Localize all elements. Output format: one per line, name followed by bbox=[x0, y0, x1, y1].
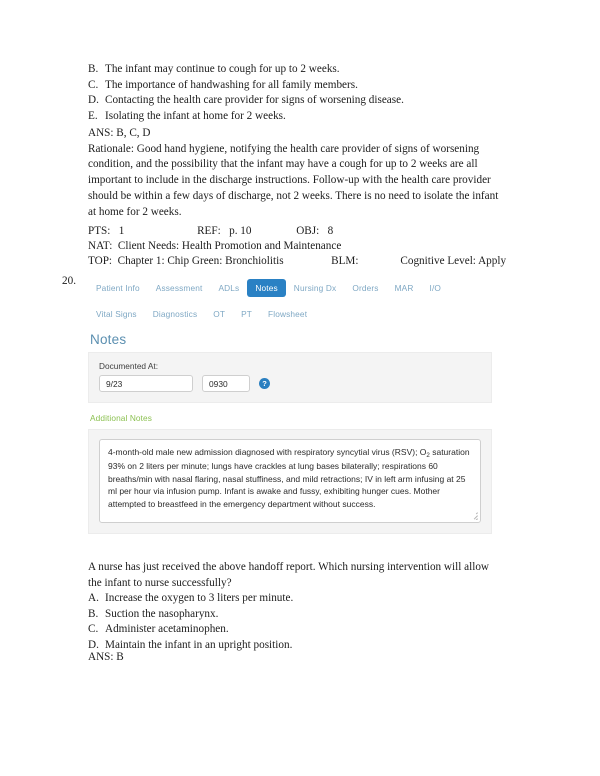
option-letter: B. bbox=[88, 63, 99, 75]
documented-at-label: Documented At: bbox=[99, 361, 159, 371]
tab-flowsheet[interactable]: Flowsheet bbox=[267, 309, 308, 319]
question-number: 20. bbox=[62, 275, 76, 287]
option-text: Maintain the infant in an upright position. bbox=[105, 638, 293, 651]
list-item bbox=[88, 638, 518, 654]
tab-adls[interactable]: ADLs bbox=[218, 283, 240, 293]
documented-at-card bbox=[88, 352, 492, 403]
help-icon[interactable]: ? bbox=[259, 378, 270, 389]
metadata-line-pts: PTS: 1 REF: p. 10 OBJ: 8 bbox=[88, 225, 334, 237]
answer-rationale-block bbox=[88, 126, 508, 221]
note-text-rest: saturation 93% on 2 liters per minute; lungs have crackles at lung bases bilaterally; respirations 60 breaths/min with nasal flaring, nasal stuffiness, and mild retractions; IV in left arm infusing at 25 ml per hour via infusion pump. Infant is awake and fussy, exhibiting hunger cues. Mother attempted to breastfeed in the emergency department without success. bbox=[108, 447, 470, 509]
documented-time-input[interactable]: 0930 bbox=[202, 375, 250, 392]
option-text: Isolating the infant at home for 2 weeks. bbox=[105, 109, 286, 122]
metadata-block bbox=[88, 224, 508, 270]
additional-notes-label: Additional Notes bbox=[90, 413, 153, 423]
tab-vital-signs[interactable]: Vital Signs bbox=[96, 309, 137, 319]
option-letter: B. bbox=[88, 607, 99, 620]
list-item bbox=[88, 622, 518, 638]
documented-date-input[interactable]: 9/23 bbox=[99, 375, 193, 392]
ehr-tabbar bbox=[88, 271, 492, 325]
option-letter: A. bbox=[88, 592, 99, 605]
list-item bbox=[88, 607, 518, 623]
tab-orders[interactable]: Orders bbox=[352, 283, 379, 293]
option-text: Suction the nasopharynx. bbox=[105, 607, 219, 620]
option-letter: D. bbox=[88, 638, 99, 651]
page-title: Notes bbox=[90, 332, 127, 347]
metadata-line-nat: NAT: Client Needs: Health Promotion and Maintenance bbox=[88, 240, 342, 253]
question-options-list bbox=[88, 591, 518, 653]
ehr-panel bbox=[88, 271, 492, 543]
list-item bbox=[88, 78, 518, 94]
option-text: Contacting the health care provider for signs of worsening disease. bbox=[105, 94, 404, 107]
note-text-lead: 4-month-old male new admission diagnosed with respiratory syncytial virus (RSV); O bbox=[108, 447, 427, 457]
list-item bbox=[88, 109, 518, 125]
tab-patient-info[interactable]: Patient Info bbox=[96, 283, 140, 293]
tab-diagnostics[interactable]: Diagnostics bbox=[152, 309, 198, 319]
list-item bbox=[88, 93, 518, 109]
upper-options-list bbox=[88, 62, 518, 124]
additional-notes-card bbox=[88, 429, 492, 534]
ehr-tab-row-primary bbox=[88, 277, 492, 299]
tab-assessment[interactable]: Assessment bbox=[155, 283, 203, 293]
list-item bbox=[88, 591, 518, 607]
tab-pt[interactable]: PT bbox=[241, 309, 252, 319]
option-letter: E. bbox=[88, 109, 98, 122]
question-stem-line1: A nurse has just received the above handoff report. Which nursing intervention will allow bbox=[88, 561, 489, 573]
tab-ot[interactable]: OT bbox=[213, 309, 226, 319]
option-text: The importance of handwashing for all family members. bbox=[105, 78, 358, 91]
resize-handle-icon[interactable] bbox=[469, 511, 478, 520]
option-letter: C. bbox=[88, 78, 99, 91]
note-text-subscript: 2 bbox=[426, 452, 430, 459]
question-block bbox=[88, 560, 518, 654]
option-letter: C. bbox=[88, 623, 99, 636]
question-stem-line2: the infant to nurse successfully? bbox=[88, 576, 232, 589]
answer-label: ANS: B, C, D bbox=[88, 127, 151, 139]
option-text: The infant may continue to cough for up to 2 weeks. bbox=[105, 63, 340, 75]
option-letter: D. bbox=[88, 94, 99, 107]
tab-io[interactable]: I/O bbox=[429, 283, 442, 293]
ehr-tab-row-secondary bbox=[88, 303, 492, 325]
additional-notes-textarea[interactable] bbox=[99, 439, 481, 523]
documented-at-fields bbox=[99, 375, 481, 392]
metadata-line-top: TOP: Chapter 1: Chip Green: Bronchiolitis BLM: Cognitive Level: Apply bbox=[88, 255, 507, 268]
tab-mar[interactable]: MAR bbox=[394, 283, 414, 293]
tab-nursing-dx[interactable]: Nursing Dx bbox=[293, 283, 337, 293]
option-text: Increase the oxygen to 3 liters per minute. bbox=[105, 592, 294, 605]
final-answer-label: ANS: B bbox=[88, 651, 124, 663]
list-item bbox=[88, 62, 518, 78]
tab-notes[interactable]: Notes bbox=[247, 279, 285, 297]
option-text: Administer acetaminophen. bbox=[105, 623, 229, 636]
rationale-text: Rationale: Good hand hygiene, notifying the health care provider of signs of worsening condition, and the possibility that the infant may have a cough for up to 2 weeks are all important to include in the discharge instructions. Follow-up with the health care provider should be within a few days of discharge, not 2 weeks. There is no need to isolate the infant at home for 2 weeks. bbox=[88, 142, 499, 218]
